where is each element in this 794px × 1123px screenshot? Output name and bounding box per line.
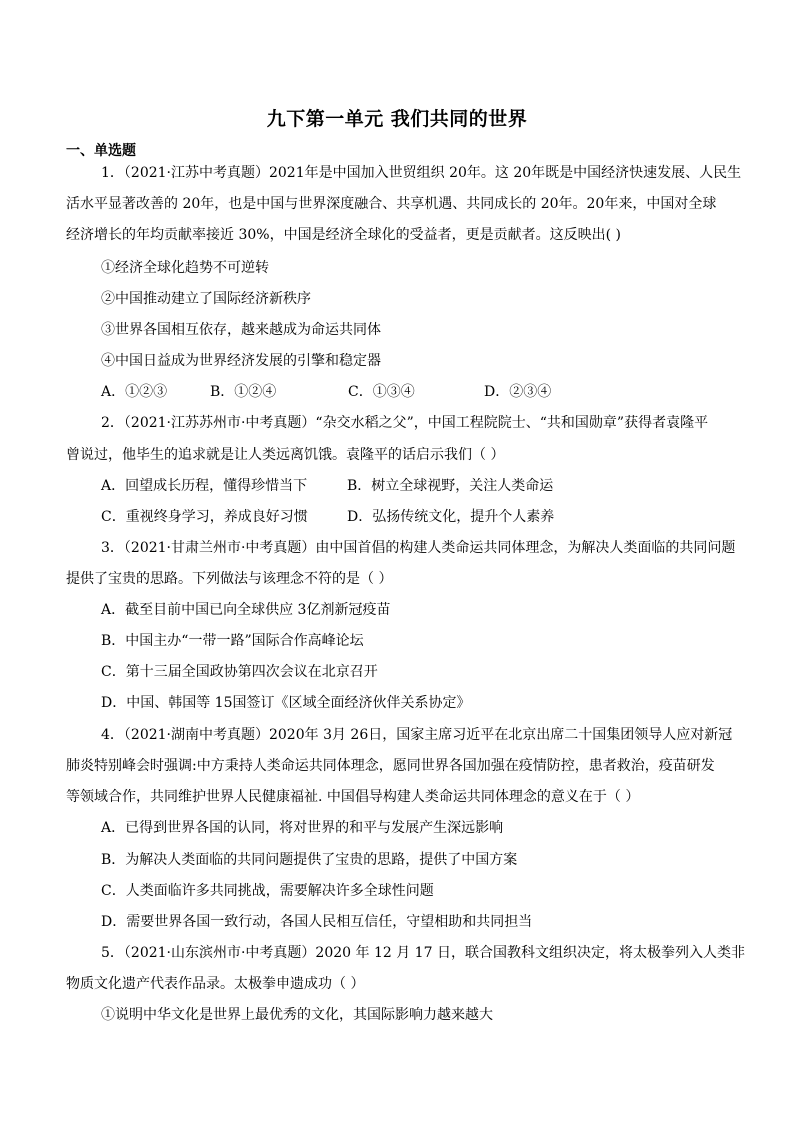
question-4-option-b: B．为解决人类面临的共同问题提供了宝贵的思路，提供了中国方案 [101, 852, 518, 868]
question-2-line-1: 2．（2021·江苏苏州市·中考真题）“杂交水稻之父”，中国工程院院士、“共和国勋章”获得者袁隆平 [101, 415, 709, 431]
question-4-option-d: D．需要世界各国一致行动，各国人民相互信任，守望相助和共同担当 [101, 914, 533, 930]
question-2-option-a: A．回望成长历程，懂得珍惜当下 [101, 478, 308, 494]
question-4-line-1: 4．（2021·湖南中考真题）2020年 3月 26日，国家主席习近平在北京出席二十国集团领导人应对新冠 [101, 727, 733, 743]
question-1-line-2: 活水平显著改善的 20年，也是中国与世界深度融合、共享机遇、共同成长的 20年。20年来，中国对全球 [66, 196, 717, 212]
question-2-option-c: C．重视终身学习，养成良好习惯 [101, 509, 308, 525]
question-5-line-1: 5．（2021·山东滨州市·中考真题）2020 年 12 月 17 日，联合国教科文组织决定，将太极拳列入人类非 [101, 945, 745, 961]
question-3-option-d: D．中国、韩国等 15国签订《区域全面经济伙伴关系协定》 [101, 695, 471, 711]
question-4-line-2: 肺炎特别峰会时强调:中方秉持人类命运共同体理念，愿同世界各国加强在疫情防控，患者救治，疫苗研发 [66, 758, 715, 774]
question-4-option-c: C．人类面临许多共同挑战，需要解决许多全球性问题 [101, 883, 434, 899]
question-2-options-row-1 [101, 476, 553, 496]
question-1-option-d: D．②③④ [484, 384, 552, 400]
question-5-line-2: 物质文化遗产代表作品录。太极拳申遗成功（ ） [66, 976, 365, 992]
question-3-line-1: 3．（2021·甘肃兰州市·中考真题）由中国首倡的构建人类命运共同体理念，为解决人类面临的共同问题 [101, 540, 736, 556]
question-2-options-row-2 [101, 507, 554, 527]
question-1-statement-4: ④中国日益成为世界经济发展的引擎和稳定器 [101, 353, 381, 369]
question-1-option-a: A．①②③ [101, 384, 168, 400]
question-1-option-b: B．①②④ [210, 384, 277, 400]
question-1-option-c: C．①③④ [348, 384, 415, 400]
question-3-option-b: B．中国主办“一带一路”国际合作高峰论坛 [101, 633, 364, 649]
question-1-statement-2: ②中国推动建立了国际经济新秩序 [101, 291, 311, 307]
question-3-option-a: A．截至目前中国已向全球供应 3亿剂新冠疫苗 [101, 602, 391, 618]
section-heading: 一、单选题 [66, 143, 136, 159]
question-2-option-d: D．弘扬传统文化，提升个人素养 [347, 509, 555, 525]
question-2-line-2: 曾说过，他毕生的追求就是让人类远离饥饿。袁隆平的话启示我们（ ） [66, 447, 505, 463]
question-3-option-c: C．第十三届全国政协第四次会议在北京召开 [101, 664, 378, 680]
question-1-line-1: 1．（2021·江苏中考真题）2021年是中国加入世贸组织 20年。这 20年既是中国经济快速发展、人民生 [101, 165, 742, 181]
question-1-statement-1: ①经济全球化趋势不可逆转 [101, 260, 269, 276]
question-2-option-b: B．树立全球视野，关注人类命运 [347, 478, 554, 494]
question-1-line-3: 经济增长的年均贡献率接近 30%，中国是经济全球化的受益者，更是贡献者。这反映出( ) [66, 227, 621, 243]
page-title: 九下第一单元 我们共同的世界 [266, 108, 528, 130]
question-4-line-3: 等领域合作，共同维护世界人民健康福祉. 中国倡导构建人类命运共同体理念的意义在于（ ） [66, 789, 640, 805]
question-3-line-2: 提供了宝贵的思路。下列做法与该理念不符的是（ ） [66, 571, 393, 587]
question-1-statement-3: ③世界各国相互依存，越来越成为命运共同体 [101, 322, 381, 338]
question-4-option-a: A．已得到世界各国的认同，将对世界的和平与发展产生深远影响 [101, 820, 504, 836]
question-1-options [101, 382, 551, 402]
question-5-statement-1: ①说明中华文化是世界上最优秀的文化，其国际影响力越来越大 [101, 1007, 493, 1023]
